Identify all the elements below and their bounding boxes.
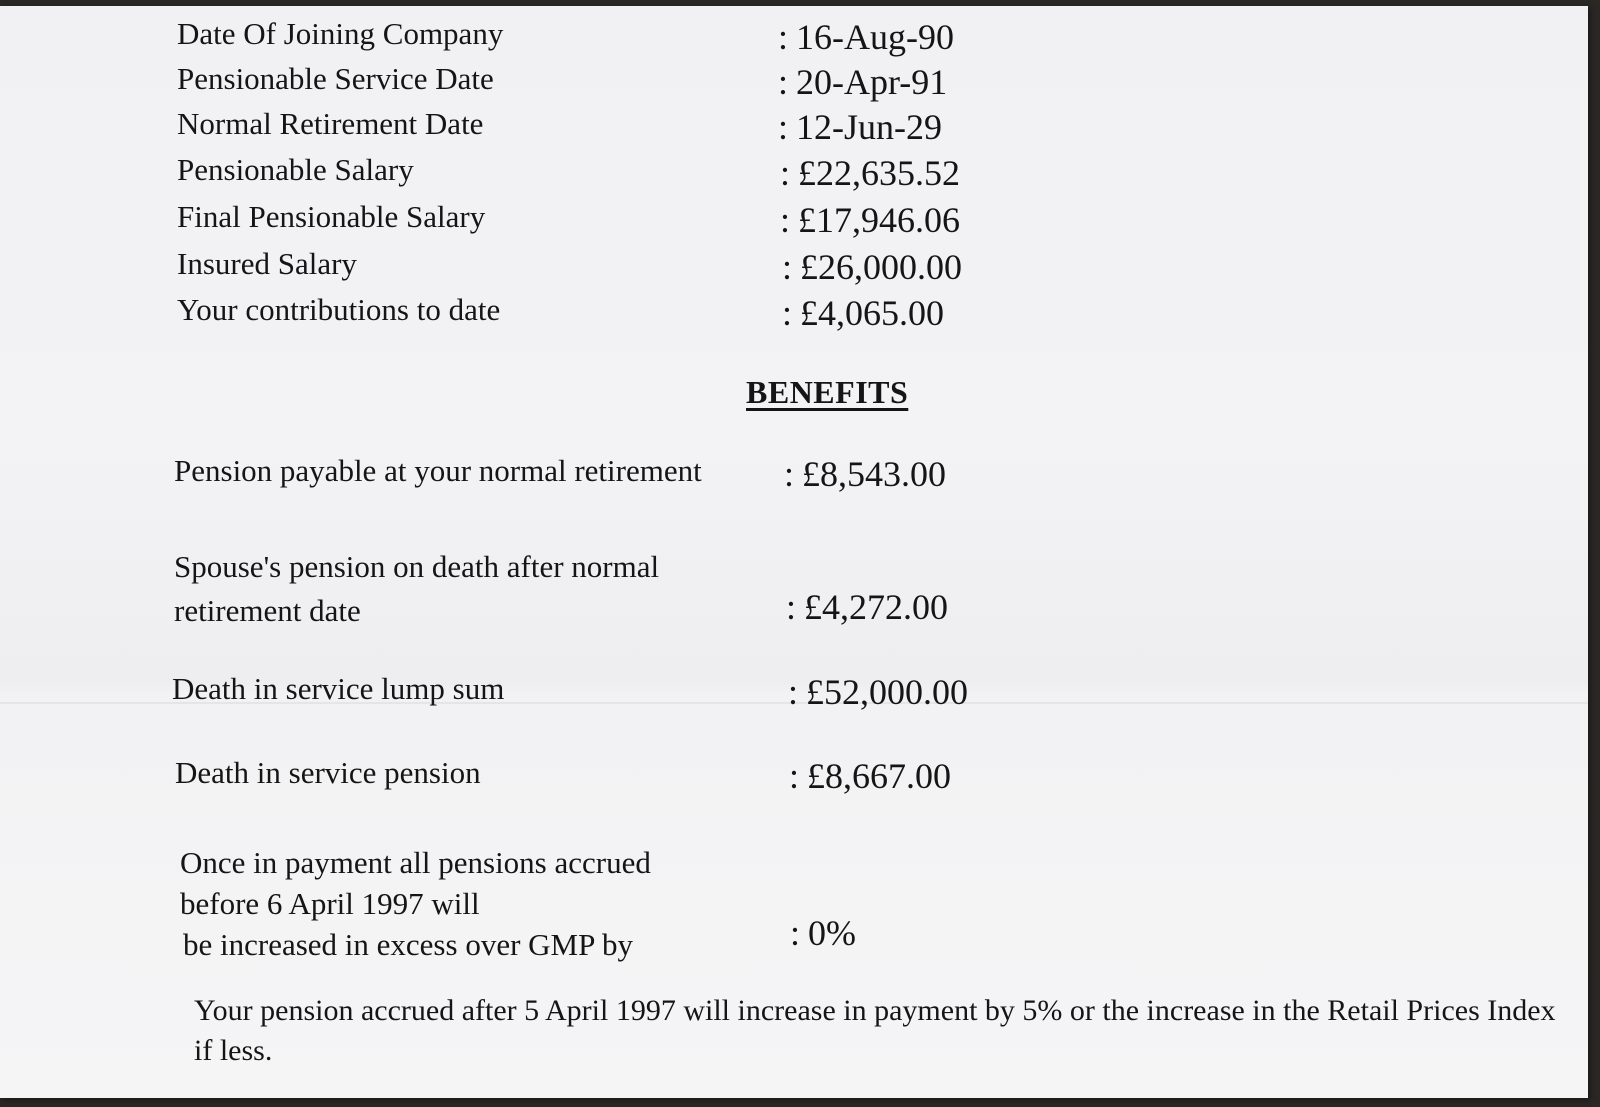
detail-label: Pensionable Service Date	[177, 61, 494, 96]
detail-label: Your contributions to date	[177, 292, 501, 327]
detail-label: Date Of Joining Company	[177, 16, 504, 51]
benefit-label-line: be increased in excess over GMP by	[183, 927, 633, 962]
detail-value-text: 20-Apr-91	[796, 62, 948, 102]
detail-value	[778, 61, 947, 103]
benefit-label-spouse-pension	[174, 545, 659, 633]
benefit-label-line: Once in payment all pensions accrued	[180, 845, 651, 880]
benefit-label: Pension payable at your normal retirement	[174, 453, 702, 488]
increase-note: Your pension accrued after 5 April 1997 will increase in payment by 5% or the increase in the Retail Prices Index if less.	[194, 994, 1556, 1067]
detail-value-text: 16-Aug-90	[796, 17, 954, 57]
benefit-value	[790, 912, 856, 954]
detail-label: Insured Salary	[177, 246, 357, 281]
detail-value-text: £26,000.00	[800, 247, 963, 287]
separator-colon: :	[782, 293, 793, 333]
benefit-value	[788, 671, 968, 713]
benefits-heading: BENEFITS	[746, 374, 909, 410]
separator-colon: :	[780, 200, 791, 240]
detail-value	[780, 152, 960, 194]
detail-value	[778, 106, 942, 148]
benefit-label-increase	[180, 842, 651, 965]
separator-colon: :	[790, 913, 801, 953]
detail-value	[778, 16, 954, 58]
document-page	[0, 6, 1588, 1098]
detail-label: Final Pensionable Salary	[177, 199, 486, 234]
separator-colon: :	[778, 17, 789, 57]
benefit-value	[784, 453, 946, 495]
detail-label: Normal Retirement Date	[177, 106, 484, 141]
detail-value	[780, 199, 960, 241]
separator-colon: :	[788, 672, 799, 712]
separator-colon: :	[789, 756, 800, 796]
detail-value	[782, 292, 944, 334]
separator-colon: :	[782, 247, 793, 287]
separator-colon: :	[778, 62, 789, 102]
benefit-value-text: £8,667.00	[807, 756, 952, 796]
benefit-value-text: £8,543.00	[802, 454, 947, 494]
benefit-label-line: retirement date	[174, 593, 361, 628]
benefit-label-line: before 6 April 1997 will	[180, 886, 480, 921]
separator-colon: :	[778, 107, 789, 147]
benefit-value-text: £4,272.00	[804, 587, 949, 627]
detail-value-text: £4,065.00	[800, 293, 945, 333]
benefit-label-line: Spouse's pension on death after normal	[174, 549, 660, 584]
benefit-value	[786, 586, 948, 628]
detail-value	[782, 246, 962, 288]
detail-label: Pensionable Salary	[177, 152, 414, 187]
benefit-value-text: £52,000.00	[806, 672, 969, 712]
benefit-value-text: 0%	[808, 913, 857, 953]
benefit-value	[789, 755, 951, 797]
pension-statement	[0, 6, 1588, 1098]
benefit-label: Death in service lump sum	[172, 671, 505, 706]
detail-value-text: £17,946.06	[798, 200, 961, 240]
separator-colon: :	[786, 587, 797, 627]
separator-colon: :	[784, 454, 795, 494]
detail-value-text: 12-Jun-29	[796, 107, 943, 147]
separator-colon: :	[780, 153, 791, 193]
detail-value-text: £22,635.52	[798, 153, 961, 193]
benefit-label: Death in service pension	[175, 755, 481, 790]
